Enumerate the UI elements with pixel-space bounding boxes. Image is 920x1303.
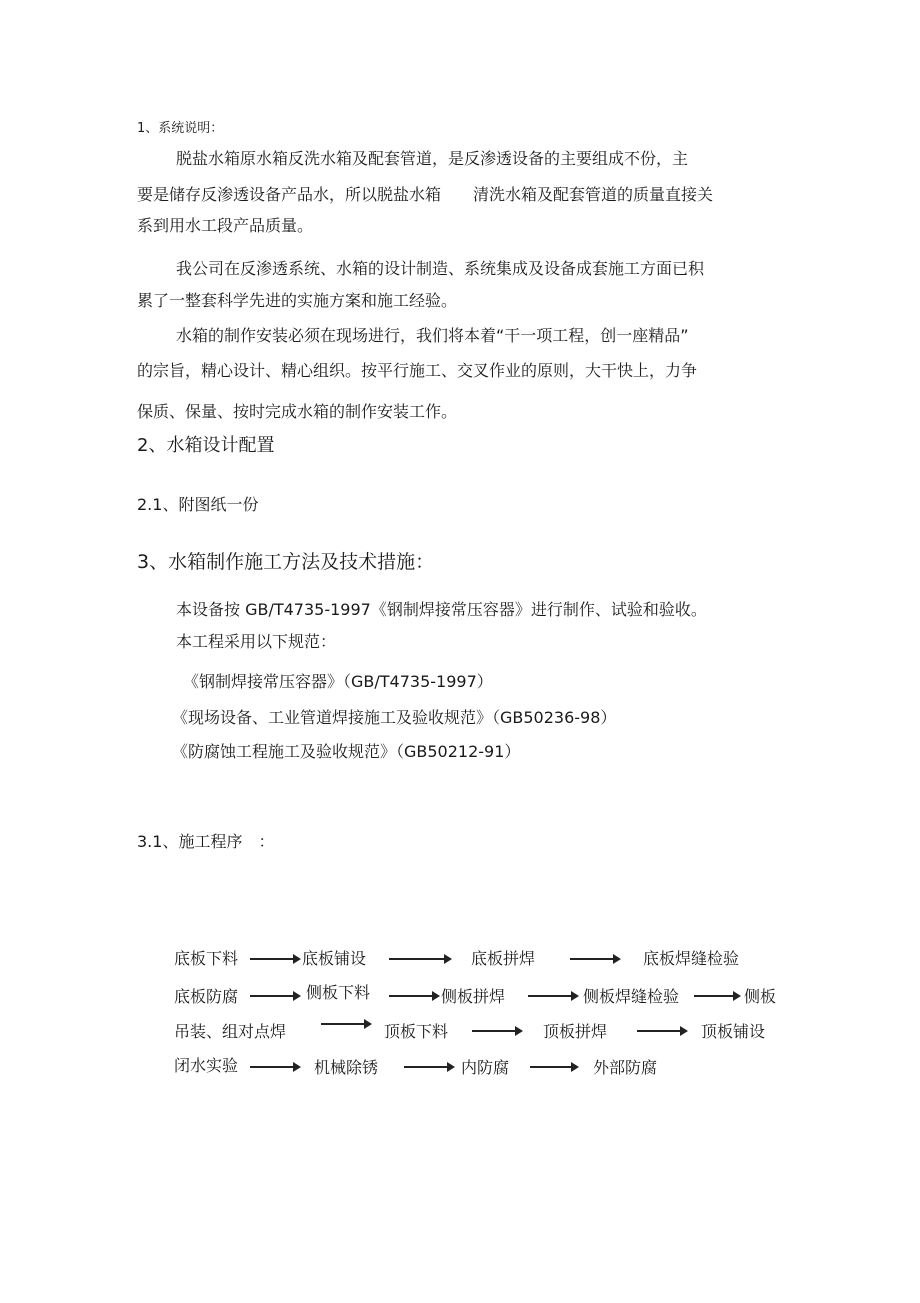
flow-step: 侧板焊缝检验 (583, 987, 680, 1006)
flow-step: 侧板 (744, 987, 777, 1006)
flow-step: 机械除锈 (314, 1058, 379, 1077)
flow-arrow (250, 958, 294, 960)
flow-step: 内防腐 (461, 1058, 510, 1077)
flow-arrow (321, 1023, 365, 1025)
section2-sub: 2.1、附图纸一份 (137, 495, 259, 514)
flow-step: 底板铺设 (302, 949, 367, 968)
spec-line: 本设备按 GB/T4735-1997《钢制焊接常压容器》进行制作、试验和验收。 (176, 600, 707, 619)
paragraph-line: 保质、保量、按时完成水箱的制作安装工作。 (137, 402, 458, 421)
section3-heading: 3、水箱制作施工方法及技术措施： (137, 551, 435, 573)
paragraph-line: 要是储存反渗透设备产品水，所以脱盐水箱 清洗水箱及配套管道的质量直接关 (137, 185, 714, 204)
flow-step: 闭水实验 (174, 1056, 239, 1075)
flow-step: 顶板拼焊 (543, 1022, 608, 1041)
flow-arrow (570, 958, 614, 960)
flow-arrow (389, 958, 445, 960)
flow-step: 底板拼焊 (471, 949, 536, 968)
flow-arrow (404, 1066, 448, 1068)
paragraph-line: 我公司在反渗透系统、水箱的设计制造、系统集成及设备成套施工方面已积 (176, 259, 705, 278)
flow-arrow (472, 1030, 516, 1032)
paragraph-line: 系到用水工段产品质量。 (137, 216, 314, 235)
spec-line: 本工程采用以下规范： (176, 632, 337, 651)
flow-step: 顶板铺设 (701, 1022, 766, 1041)
paragraph-line: 累了一整套科学先进的实施方案和施工经验。 (137, 291, 458, 310)
flow-arrow (250, 995, 294, 997)
standard-item: 《钢制焊接常压容器》（GB/T4735-1997） (183, 672, 493, 691)
flow-arrow (694, 995, 734, 997)
flow-step: 顶板下料 (384, 1022, 449, 1041)
flow-step: 外部防腐 (593, 1058, 658, 1077)
flow-arrow (389, 995, 433, 997)
section1-heading: 1、系统说明： (137, 121, 224, 136)
flow-step: 底板下料 (174, 949, 239, 968)
flow-step: 底板防腐 (174, 987, 239, 1006)
flow-arrow (528, 995, 572, 997)
flow-step: 吊装、组对点焊 (174, 1022, 287, 1041)
section2-heading: 2、水箱设计配置 (137, 435, 275, 456)
paragraph-line: 的宗旨，精心设计、精心组织。按平行施工、交叉作业的原则，大干快上，力争 (137, 361, 698, 380)
flow-step: 侧板下料 (306, 983, 371, 1002)
paragraph-line: 脱盐水箱原水箱反洗水箱及配套管道，是反渗透设备的主要组成不份，主 (176, 149, 689, 168)
flow-arrow (530, 1066, 572, 1068)
flow-arrow (250, 1066, 294, 1068)
paragraph-line: 水箱的制作安装必须在现场进行，我们将本着“干一项工程，创一座精品” (176, 326, 689, 345)
section3-sub: 3.1、施工程序 ： (137, 832, 275, 851)
flow-step: 底板焊缝检验 (643, 949, 740, 968)
standard-item: 《现场设备、工业管道焊接施工及验收规范》（GB50236-98） (172, 708, 617, 727)
standard-item: 《防腐蚀工程施工及验收规范》（GB50212-91） (172, 742, 521, 761)
flow-step: 侧板拼焊 (441, 987, 506, 1006)
flow-arrow (637, 1030, 681, 1032)
